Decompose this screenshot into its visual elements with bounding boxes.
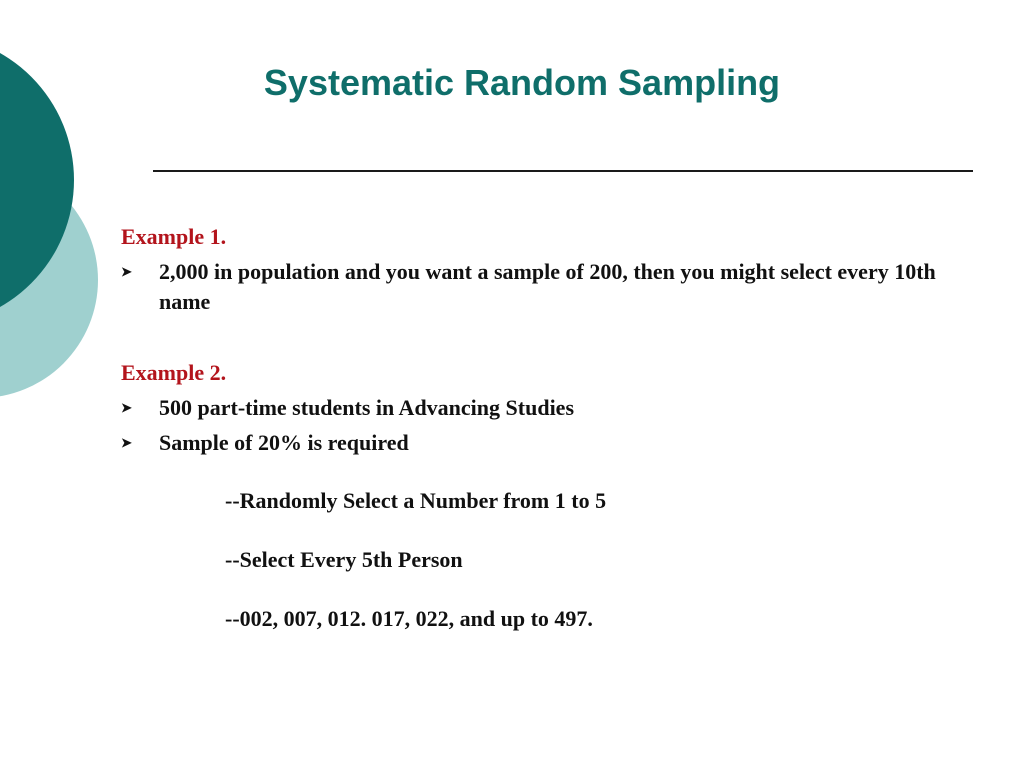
bullet-item — [121, 428, 941, 458]
slide-title: Systematic Random Sampling — [263, 62, 781, 103]
step-line: --Select Every 5th Person — [225, 547, 463, 572]
bullet-item — [121, 257, 941, 317]
arrowhead-bullet-icon: ➤ — [121, 435, 132, 450]
arrowhead-bullet-icon: ➤ — [121, 264, 132, 279]
step-line: --002, 007, 012. 017, 022, and up to 497. — [225, 606, 593, 631]
arrowhead-bullet-icon: ➤ — [121, 400, 132, 415]
bullet-text: Sample of 20% is required — [159, 430, 409, 455]
bullet-item — [121, 393, 941, 423]
step-line: --Randomly Select a Number from 1 to 5 — [225, 488, 607, 513]
example-2-heading: Example 2. — [121, 360, 227, 385]
bullet-text: 500 part-time students in Advancing Studies — [159, 395, 575, 420]
example-1-heading: Example 1. — [121, 224, 227, 249]
bullet-text: 2,000 in population and you want a sample of 200, then you might select every 10th name — [159, 259, 936, 314]
